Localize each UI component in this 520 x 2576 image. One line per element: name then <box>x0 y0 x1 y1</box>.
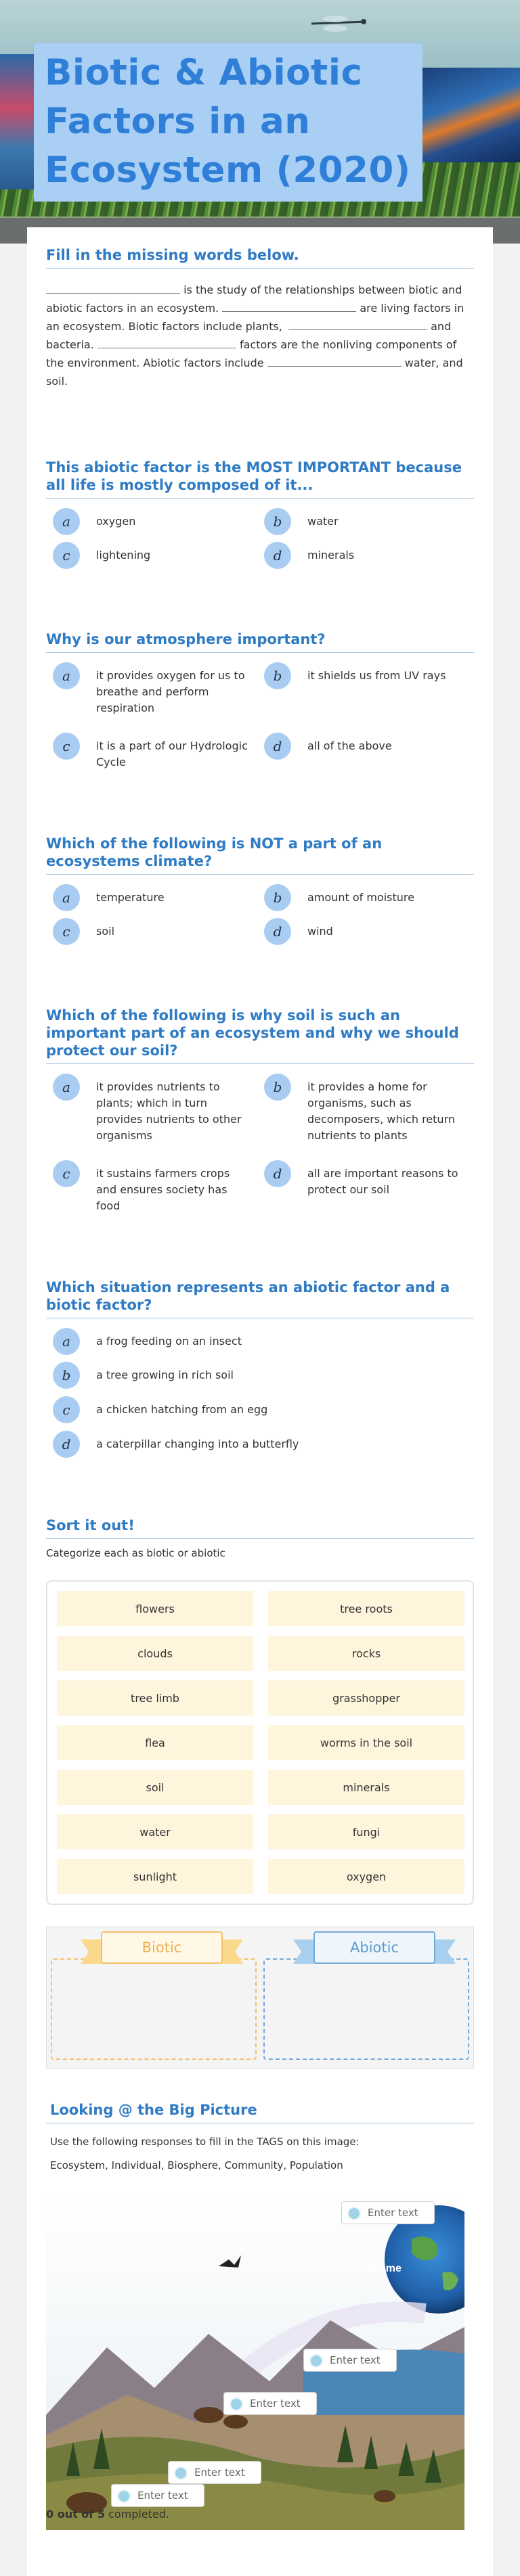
option-text: it provides nutrients to plants; which in turn provides nutrients to other organisms <box>96 1080 242 1142</box>
title-line-1: Biotic & Abiotic <box>45 52 363 93</box>
tag-input-3[interactable] <box>223 2392 317 2415</box>
option-a[interactable] <box>53 1328 448 1355</box>
sort-items-box <box>46 1580 474 1905</box>
question-climate <box>46 835 474 952</box>
option-letter: c <box>53 733 80 760</box>
option-c[interactable] <box>53 733 251 770</box>
option-letter: a <box>53 508 80 535</box>
question-heading: Which situation represents an abiotic factor and a biotic factor? <box>46 1279 474 1318</box>
tag-dot-icon <box>230 2397 243 2411</box>
option-letter: d <box>264 1160 291 1187</box>
blank-input-3[interactable] <box>288 319 427 330</box>
big-picture-image <box>46 2192 464 2530</box>
option-a[interactable] <box>53 884 251 911</box>
option-d[interactable] <box>53 1431 448 1458</box>
question-abiotic-biotic-situation <box>46 1279 474 1463</box>
sort-chip[interactable]: worms in the soil <box>268 1725 464 1760</box>
option-text: temperature <box>96 891 165 904</box>
option-c[interactable] <box>53 542 251 569</box>
sort-chip[interactable]: flowers <box>57 1591 253 1626</box>
option-letter: b <box>264 884 291 911</box>
header-banner <box>0 0 520 244</box>
blank-text-4: factors are the nonliving components of the environment. Abiotic factors include <box>46 338 457 369</box>
sort-bins <box>46 1927 474 2069</box>
blank-text-5: water, and soil. <box>46 356 463 388</box>
option-d[interactable] <box>264 542 462 569</box>
options-group <box>46 1074 474 1216</box>
option-b[interactable] <box>264 508 462 535</box>
options-group <box>46 1328 474 1463</box>
sort-chip[interactable]: rocks <box>268 1636 464 1671</box>
options-group <box>46 662 474 784</box>
option-letter: d <box>264 918 291 945</box>
sort-chip[interactable]: oxygen <box>268 1859 464 1894</box>
option-text: lightening <box>96 549 151 561</box>
sort-chip[interactable]: tree roots <box>268 1591 464 1626</box>
option-letter: c <box>53 1160 80 1187</box>
option-text: all are important reasons to protect our soil <box>307 1167 458 1196</box>
tag-dot-icon <box>347 2207 361 2220</box>
option-letter: b <box>264 1074 291 1101</box>
tag-dot-icon <box>117 2489 131 2503</box>
option-text: all of the above <box>307 739 392 752</box>
tag-placeholder: Enter text <box>368 2207 418 2219</box>
sort-heading: Sort it out! <box>46 1517 474 1539</box>
option-text: soil <box>96 925 115 938</box>
question-fill-blanks <box>46 246 474 390</box>
question-heading: This abiotic factor is the MOST IMPORTANT because all life is mostly composed of it... <box>46 459 474 499</box>
fill-blank-paragraph <box>46 281 474 390</box>
completion-suffix: completed. <box>104 2508 170 2521</box>
option-text: a caterpillar changing into a butterfly <box>96 1438 299 1450</box>
question-most-important-abiotic <box>46 459 474 576</box>
biotic-label: Biotic <box>101 1931 223 1964</box>
option-letter: c <box>53 918 80 945</box>
option-letter: a <box>53 1328 80 1355</box>
option-letter: d <box>264 542 291 569</box>
question-heading: Why is our atmosphere important? <box>46 630 474 653</box>
big-picture-responses: Ecosystem, Individual, Biosphere, Community, Population <box>50 2159 343 2171</box>
option-a[interactable] <box>53 662 251 716</box>
title-line-2: Factors in an <box>45 101 311 142</box>
sort-chip[interactable]: fungi <box>268 1814 464 1849</box>
option-b[interactable] <box>264 1074 462 1144</box>
tag-placeholder: Enter text <box>250 2397 301 2410</box>
sort-chip[interactable]: sunlight <box>57 1859 253 1894</box>
tag-placeholder: Enter text <box>194 2466 245 2479</box>
option-text: it provides a home for organisms, such as decomposers, which return nutrients to plants <box>307 1080 455 1142</box>
blank-text-3: and bacteria. <box>46 320 452 351</box>
dragonfly-icon <box>308 14 369 34</box>
option-c[interactable] <box>53 1160 251 1214</box>
option-text: it shields us from UV rays <box>307 669 446 682</box>
sort-chip[interactable]: tree limb <box>57 1680 253 1716</box>
abiotic-drop-zone[interactable] <box>263 1958 469 2060</box>
option-letter: a <box>53 884 80 911</box>
question-soil <box>46 1007 474 1216</box>
tag-dot-icon <box>174 2466 188 2480</box>
options-group <box>46 508 474 576</box>
option-letter: a <box>53 1074 80 1101</box>
completion-status <box>46 2508 169 2521</box>
title-line-3: Ecosystem (2020) <box>45 150 411 191</box>
tag-placeholder: Enter text <box>137 2489 188 2502</box>
abiotic-label: Abiotic <box>313 1931 435 1964</box>
quiz-card <box>27 227 493 2576</box>
option-a[interactable] <box>53 508 251 535</box>
page-title <box>45 49 412 195</box>
options-group <box>46 884 474 952</box>
sort-chip[interactable]: grasshopper <box>268 1680 464 1716</box>
option-text: it sustains farmers crops and ensures society has food <box>96 1167 230 1212</box>
sort-chip[interactable]: soil <box>57 1770 253 1805</box>
option-text: oxygen <box>96 515 136 528</box>
option-text: a frog feeding on an insect <box>96 1335 242 1348</box>
option-text: a tree growing in rich soil <box>96 1368 234 1381</box>
option-text: minerals <box>307 549 355 561</box>
question-heading: Which of the following is NOT a part of an ecosystems climate? <box>46 835 474 875</box>
tag-input-4[interactable] <box>168 2461 261 2484</box>
question-heading: Which of the following is why soil is such an important part of an ecosystem and why we should protect our soil? <box>46 1007 474 1064</box>
option-c[interactable] <box>53 918 251 945</box>
option-letter: a <box>53 662 80 689</box>
question-atmosphere <box>46 630 474 784</box>
option-text: water <box>307 515 339 528</box>
question-heading: Fill in the missing words below. <box>46 246 474 269</box>
biotic-ribbon <box>81 1931 243 1964</box>
sort-chip[interactable]: minerals <box>268 1770 464 1805</box>
option-letter: c <box>53 1396 80 1423</box>
option-c[interactable] <box>53 1396 448 1423</box>
sort-chip[interactable]: flea <box>57 1725 253 1760</box>
tag-input-2[interactable] <box>303 2349 397 2372</box>
tag-input-5[interactable] <box>111 2484 204 2507</box>
blank-input-5[interactable] <box>267 356 402 367</box>
big-picture-instructions: Use the following responses to fill in the TAGS on this image: <box>50 2136 360 2148</box>
option-d[interactable] <box>264 1160 462 1198</box>
blank-input-2[interactable] <box>222 301 356 312</box>
option-text: wind <box>307 925 333 938</box>
abiotic-ribbon <box>293 1931 456 1964</box>
banner-fish-image <box>418 68 520 162</box>
option-d[interactable] <box>264 733 462 760</box>
option-b[interactable] <box>53 1362 448 1389</box>
blank-text-1: is the study of the relationships between biotic and abiotic factors in an ecosystem. <box>46 283 462 315</box>
option-b[interactable] <box>264 662 462 689</box>
option-letter: d <box>53 1431 80 1458</box>
option-b[interactable] <box>264 884 462 911</box>
tag-placeholder: Enter text <box>330 2354 381 2366</box>
option-a[interactable] <box>53 1074 251 1144</box>
option-text: a chicken hatching from an egg <box>96 1403 268 1416</box>
sort-chip[interactable]: clouds <box>57 1636 253 1671</box>
option-letter: b <box>264 508 291 535</box>
option-text: it provides oxygen for us to breathe and perform respiration <box>96 669 245 714</box>
option-d[interactable] <box>264 918 462 945</box>
tag-dot-icon <box>309 2354 323 2368</box>
option-letter: d <box>264 733 291 760</box>
big-picture-heading: Looking @ the Big Picture <box>46 2101 474 2123</box>
sort-chip[interactable]: water <box>57 1814 253 1849</box>
sort-instructions: Categorize each as biotic or abiotic <box>46 1547 225 1559</box>
option-letter: c <box>53 542 80 569</box>
tag-input-1[interactable] <box>341 2201 435 2224</box>
blank-text-2: are living factors in an ecosystem. Biotic factors include plants, <box>46 302 464 333</box>
option-text: it is a part of our Hydrologic Cycle <box>96 739 248 768</box>
page-title-box <box>34 43 422 202</box>
blank-input-1[interactable] <box>46 283 180 294</box>
blank-input-4[interactable] <box>98 338 236 348</box>
big-picture-section <box>46 2101 474 2175</box>
biotic-drop-zone[interactable] <box>51 1958 257 2060</box>
biome-label: Biome <box>368 2263 402 2274</box>
sort-section <box>46 1517 474 1563</box>
option-letter: b <box>264 662 291 689</box>
option-text: amount of moisture <box>307 891 414 904</box>
option-letter: b <box>53 1362 80 1389</box>
completion-count: 0 out of 5 <box>46 2508 105 2521</box>
